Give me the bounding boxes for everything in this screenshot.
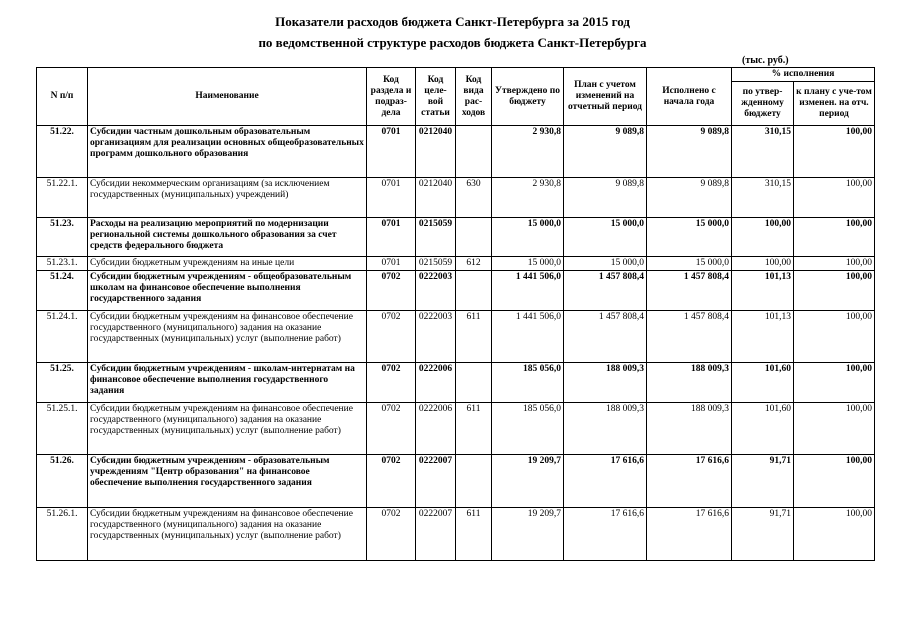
row-executed: 15 000,0: [647, 218, 732, 257]
row-pct-plan: 100,00: [794, 178, 875, 218]
row-approved: 15 000,0: [492, 218, 564, 257]
row-approved: 19 209,7: [492, 455, 564, 508]
row-target-code: 0212040: [416, 178, 456, 218]
row-executed: 17 616,6: [647, 508, 732, 561]
row-executed: 9 089,8: [647, 178, 732, 218]
row-plan: 188 009,3: [564, 363, 647, 403]
row-pct-approved: 310,15: [732, 126, 794, 178]
row-plan: 188 009,3: [564, 403, 647, 455]
row-approved: 1 441 506,0: [492, 311, 564, 363]
header-name: Наименование: [88, 68, 367, 126]
header-kind: Код вида рас-ходов: [456, 68, 492, 126]
row-kind-code: [456, 126, 492, 178]
row-section-code: 0701: [367, 178, 416, 218]
row-section-code: 0701: [367, 126, 416, 178]
row-executed: 17 616,6: [647, 455, 732, 508]
row-kind-code: 611: [456, 311, 492, 363]
row-plan: 9 089,8: [564, 178, 647, 218]
row-approved: 15 000,0: [492, 257, 564, 271]
row-number: 51.25.1.: [37, 403, 88, 455]
row-kind-code: 611: [456, 508, 492, 561]
row-section-code: 0702: [367, 455, 416, 508]
row-name: Субсидии бюджетным учреждениям на финансовое обеспечение государственного (муниципального) задания на оказание государственных (муниципальных) услуг (выполнение работ): [88, 403, 367, 455]
row-kind-code: 612: [456, 257, 492, 271]
row-target-code: 0222003: [416, 271, 456, 311]
row-kind-code: [456, 218, 492, 257]
row-pct-plan: 100,00: [794, 363, 875, 403]
row-target-code: 0222007: [416, 508, 456, 561]
row-plan: 15 000,0: [564, 218, 647, 257]
table-row: [37, 178, 875, 218]
header-num: N п/п: [37, 68, 88, 126]
header-pct-approved: по утвер-жденному бюджету: [732, 82, 794, 126]
row-executed: 9 089,8: [647, 126, 732, 178]
row-pct-plan: 100,00: [794, 508, 875, 561]
table-row: [37, 311, 875, 363]
header-executed: Исполнено с начала года: [647, 68, 732, 126]
row-target-code: 0212040: [416, 126, 456, 178]
row-executed: 188 009,3: [647, 363, 732, 403]
row-pct-approved: 100,00: [732, 257, 794, 271]
row-target-code: 0222006: [416, 403, 456, 455]
row-section-code: 0701: [367, 218, 416, 257]
row-target-code: 0222007: [416, 455, 456, 508]
row-kind-code: [456, 271, 492, 311]
row-name: Субсидии некоммерческим организациям (за исключением государственных (муниципальных) учреждений): [88, 178, 367, 218]
row-target-code: 0222003: [416, 311, 456, 363]
row-number: 51.26.: [37, 455, 88, 508]
header-approved: Утверждено по бюджету: [492, 68, 564, 126]
table-row: [37, 508, 875, 561]
row-number: 51.23.: [37, 218, 88, 257]
row-number: 51.25.: [37, 363, 88, 403]
row-pct-plan: 100,00: [794, 455, 875, 508]
row-plan: 1 457 808,4: [564, 271, 647, 311]
table-row: [37, 257, 875, 271]
row-pct-plan: 100,00: [794, 126, 875, 178]
row-plan: 17 616,6: [564, 508, 647, 561]
row-target-code: 0215059: [416, 218, 456, 257]
row-pct-approved: 101,13: [732, 311, 794, 363]
table-row: [37, 455, 875, 508]
row-name: Субсидии бюджетным учреждениям на финансовое обеспечение государственного (муниципального) задания на оказание государственных (муниципальных) услуг (выполнение работ): [88, 311, 367, 363]
units-label: (тыс. руб.): [742, 55, 789, 66]
row-number: 51.22.: [37, 126, 88, 178]
row-executed: 15 000,0: [647, 257, 732, 271]
row-name: Субсидии бюджетным учреждениям на иные цели: [88, 257, 367, 271]
row-section-code: 0702: [367, 311, 416, 363]
row-number: 51.23.1.: [37, 257, 88, 271]
row-pct-approved: 101,60: [732, 403, 794, 455]
row-section-code: 0701: [367, 257, 416, 271]
row-executed: 188 009,3: [647, 403, 732, 455]
row-pct-plan: 100,00: [794, 257, 875, 271]
row-pct-approved: 310,15: [732, 178, 794, 218]
row-name: Субсидии бюджетным учреждениям - школам-интернатам на финансовое обеспечение выполнения государственного задания: [88, 363, 367, 403]
row-pct-approved: 101,60: [732, 363, 794, 403]
row-executed: 1 457 808,4: [647, 311, 732, 363]
table-row: [37, 403, 875, 455]
table-body: [37, 126, 875, 561]
row-approved: 185 056,0: [492, 363, 564, 403]
row-pct-plan: 100,00: [794, 271, 875, 311]
row-section-code: 0702: [367, 271, 416, 311]
table-row: [37, 363, 875, 403]
row-pct-plan: 100,00: [794, 311, 875, 363]
row-pct-plan: 100,00: [794, 403, 875, 455]
table-row: [37, 271, 875, 311]
table-row: [37, 126, 875, 178]
row-number: 51.24.: [37, 271, 88, 311]
row-approved: 19 209,7: [492, 508, 564, 561]
header-plan: План с учетом изменений на отчетный период: [564, 68, 647, 126]
row-approved: 1 441 506,0: [492, 271, 564, 311]
row-name: Субсидии бюджетным учреждениям - образовательным учреждениям "Центр образования" на финансовое обеспечение выполнения государственного задания: [88, 455, 367, 508]
row-approved: 2 930,8: [492, 178, 564, 218]
row-plan: 15 000,0: [564, 257, 647, 271]
header-section: Код раздела и подраз-дела: [367, 68, 416, 126]
row-number: 51.24.1.: [37, 311, 88, 363]
row-approved: 2 930,8: [492, 126, 564, 178]
row-section-code: 0702: [367, 508, 416, 561]
row-pct-approved: 100,00: [732, 218, 794, 257]
row-section-code: 0702: [367, 363, 416, 403]
row-name: Субсидии частным дошкольным образовательным организациям для реализации основных общеобразовательных программ дошкольного образования: [88, 126, 367, 178]
row-name: Субсидии бюджетным учреждениям на финансовое обеспечение государственного (муниципального) задания на оказание государственных (муниципальных) услуг (выполнение работ): [88, 508, 367, 561]
document-subtitle: по ведомственной структуре расходов бюджета Санкт-Петербурга: [258, 35, 647, 50]
row-kind-code: 611: [456, 403, 492, 455]
row-kind-code: [456, 363, 492, 403]
row-pct-plan: 100,00: [794, 218, 875, 257]
row-pct-approved: 91,71: [732, 455, 794, 508]
row-number: 51.22.1.: [37, 178, 88, 218]
row-plan: 1 457 808,4: [564, 311, 647, 363]
row-section-code: 0702: [367, 403, 416, 455]
budget-table: [36, 67, 875, 561]
row-kind-code: [456, 455, 492, 508]
row-plan: 9 089,8: [564, 126, 647, 178]
header-pct-plan: к плану с уче-том изменен. на отч. период: [794, 82, 875, 126]
row-approved: 185 056,0: [492, 403, 564, 455]
row-kind-code: 630: [456, 178, 492, 218]
row-target-code: 0215059: [416, 257, 456, 271]
row-name: Субсидии бюджетным учреждениям - общеобразовательным школам на финансовое обеспечение выполнения государственного задания: [88, 271, 367, 311]
row-name: Расходы на реализацию мероприятий по модернизации региональной системы дошкольного образования за счет средств федерального бюджета: [88, 218, 367, 257]
row-pct-approved: 91,71: [732, 508, 794, 561]
header-percent: % исполнения: [732, 68, 875, 82]
table-row: [37, 218, 875, 257]
document-title: Показатели расходов бюджета Санкт-Петербурга за 2015 год: [275, 14, 630, 29]
header-target: Код целе-вой статьи: [416, 68, 456, 126]
row-pct-approved: 101,13: [732, 271, 794, 311]
row-plan: 17 616,6: [564, 455, 647, 508]
row-executed: 1 457 808,4: [647, 271, 732, 311]
row-target-code: 0222006: [416, 363, 456, 403]
row-number: 51.26.1.: [37, 508, 88, 561]
